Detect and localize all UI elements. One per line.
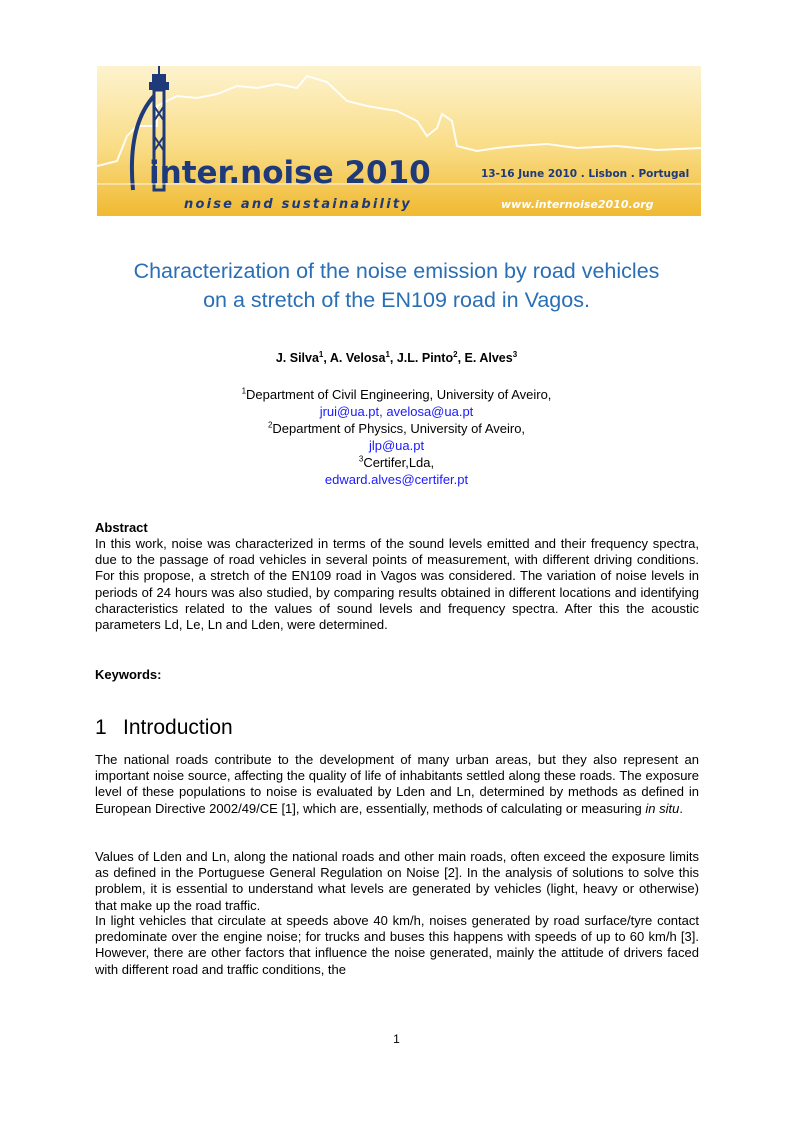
banner-logo-text: inter.noise 2010 (149, 155, 431, 191)
author-sep: , (323, 351, 330, 365)
author-name: E. Alves (464, 351, 513, 365)
intro-paragraph-3: In light vehicles that circulate at speeds above 40 km/h, noises generated by road surface/tyre contact predominate over the engine noise; for trucks and buses this happens with speeds of up to 60 km/h [3]. However, there are other factors that influence the noise generated, mainly the attitude of drivers faced with different road and traffic conditions, the (95, 913, 699, 977)
intro-p1-end: . (679, 800, 683, 816)
abstract-heading: Abstract (95, 520, 148, 535)
author-sup: 1 (385, 349, 390, 359)
title-line-2: on a stretch of the EN109 road in Vagos. (203, 288, 590, 312)
affiliation-text: Department of Civil Engineering, University of Aveiro, (246, 387, 552, 402)
affiliation-1-email[interactable]: jrui@ua.pt, avelosa@ua.pt (319, 404, 474, 419)
affiliation-sup: 3 (358, 454, 364, 464)
author-sup: 2 (453, 349, 458, 359)
author-name: J. Silva (275, 351, 319, 365)
paper-title (80, 257, 713, 315)
title-line-1: Characterization of the noise emission by road vehicles (133, 259, 660, 283)
keywords-label: Keywords: (95, 667, 162, 682)
author-name: A. Velosa (329, 351, 386, 365)
author-sup: 3 (512, 349, 518, 359)
section-heading (95, 716, 233, 740)
section-number: 1 (95, 716, 107, 739)
affiliation-sup: 1 (241, 386, 247, 396)
author-sep: , (389, 351, 397, 365)
intro-p1-text: The national roads contribute to the development of many urban areas, but they also represent an important noise source, affecting the quality of life of inhabitants settled along these roads. The exposure level of these populations to noise is evaluated by Lden and Ln, determined by methods as defined in European Directive 2002/49/CE [1], which are, essentially, methods of calculating or measuring (95, 752, 699, 816)
affiliation-3-email[interactable]: edward.alves@certifer.pt (324, 472, 469, 487)
conference-banner-graphic (97, 66, 701, 216)
author-list (80, 351, 713, 365)
author-sep: , (457, 351, 465, 365)
affiliation-1 (80, 386, 713, 403)
abstract-text: In this work, noise was characterized in terms of the sound levels emitted and their frequency spectra, due to the passage of road vehicles in several points of measurement, with different driving conditions. For this propose, a stretch of the EN109 road in Vagos was considered. The variation of noise levels in periods of 24 hours was also studied, by comparing results obtained in different locations and identifying characteristics related to the values of sound levels and frequency spectra. After this the acoustic parameters Ld, Le, Ln and Lden, were determined. (95, 536, 699, 633)
author-name: J.L. Pinto (396, 351, 454, 365)
section-title: Introduction (123, 716, 233, 739)
affiliation-2 (80, 420, 713, 437)
intro-paragraph-1 (95, 752, 699, 817)
banner-dates: 13-16 June 2010 . Lisbon . Portugal (481, 168, 690, 180)
conference-banner (97, 66, 701, 216)
page-number: 1 (393, 1032, 400, 1046)
intro-p1-italic: in situ (645, 800, 680, 816)
affiliation-2-email[interactable]: jlp@ua.pt (368, 438, 425, 453)
intro-paragraph-2: Values of Lden and Ln, along the national roads and other main roads, often exceed the exposure limits as defined in the Portuguese General Regulation on Noise [2]. In the analysis of solutions to solve this problem, it is essential to understand what levels are generated by vehicles (light, heavy or otherwise) that make up the road traffic. (95, 849, 699, 913)
banner-tagline: noise and sustainability (184, 197, 412, 212)
affiliation-sup: 2 (267, 420, 273, 430)
affiliation-text: Certifer,Lda, (363, 455, 435, 470)
author-sup: 1 (318, 349, 324, 359)
affiliation-3 (80, 454, 713, 471)
affiliation-text: Department of Physics, University of Aveiro, (272, 421, 526, 436)
affiliations (80, 386, 713, 488)
banner-url: www.internoise2010.org (501, 198, 654, 211)
